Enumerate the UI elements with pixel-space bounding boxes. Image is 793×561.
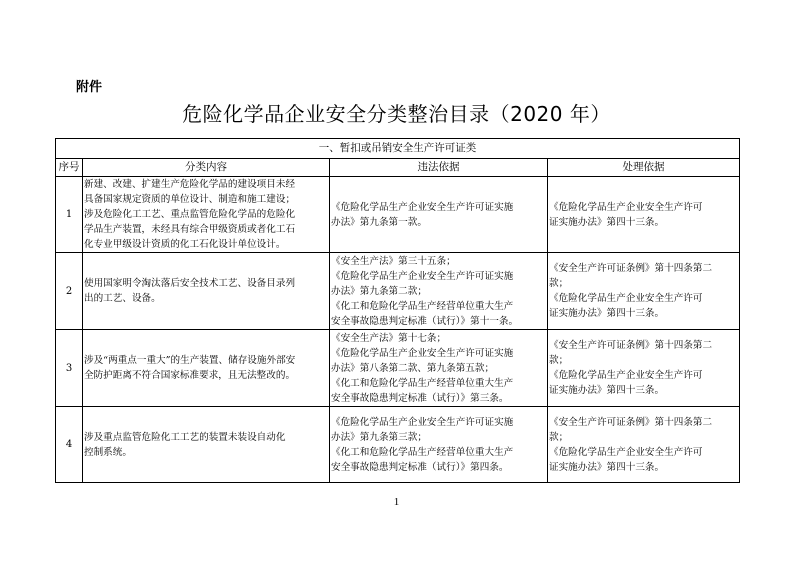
attachment-label: 附件 xyxy=(76,80,103,95)
table-row xyxy=(56,253,740,330)
content-line: 涉及“两重点一重大”的生产装置、储存设施外部安 xyxy=(84,355,296,366)
handling-line: 款； xyxy=(549,431,569,443)
content-line: 涉及危险化工工艺、重点监管危险化学品的危险化 xyxy=(84,209,296,220)
handling-line: 《安全生产许可证条例》第十四条第二 xyxy=(549,263,713,274)
basis-line: 办法》第九条第一款。 xyxy=(331,216,427,228)
column-header-basis: 违法依据 xyxy=(330,159,548,177)
cell-basis xyxy=(330,407,548,483)
column-header-content: 分类内容 xyxy=(83,159,330,177)
row-number: 2 xyxy=(56,253,83,330)
content-line: 控制系统。 xyxy=(84,446,132,458)
cell-basis xyxy=(330,330,548,407)
content-line: 出的工艺、设备。 xyxy=(84,293,161,304)
basis-line: 《安全生产法》第三十五条； xyxy=(331,255,456,267)
handling-line: 《安全生产许可证条例》第十四条第二 xyxy=(549,416,713,428)
basis-line: 安全事故隐患判定标准（试行）》第四条。 xyxy=(331,461,509,473)
content-line: 新建、改建、扩建生产危险化学品的建设项目未经 xyxy=(84,179,296,190)
column-header-handling: 处理依据 xyxy=(548,159,740,177)
handling-line: 《危险化学品生产企业安全生产许可 xyxy=(549,370,703,381)
basis-line: 办法》第八条第二款、第九条第五款； xyxy=(331,362,495,374)
cell-handling xyxy=(548,330,740,407)
basis-line: 安全事故隐患判定标准（试行）》第三条。 xyxy=(331,392,509,404)
content-line: 涉及重点监管危险化工工艺的装置未装设自动化 xyxy=(84,431,286,443)
cell-handling xyxy=(548,253,740,330)
basis-line: 《化工和危险化学品生产经营单位重大生产 xyxy=(331,300,514,312)
handling-line: 款； xyxy=(549,355,569,366)
basis-line: 《安全生产法》第十七条； xyxy=(331,332,447,344)
handling-line: 《危险化学品生产企业安全生产许可 xyxy=(549,446,703,458)
classification-table xyxy=(55,138,740,483)
cell-content xyxy=(83,407,330,483)
handling-line: 款； xyxy=(549,278,569,289)
content-line: 学品生产装置，未经具有综合甲级资质或者化工石 xyxy=(84,224,296,235)
cell-content xyxy=(83,330,330,407)
basis-line: 办法》第九条第二款； xyxy=(331,285,427,297)
cell-content xyxy=(83,177,330,253)
table-row xyxy=(56,177,740,253)
content-line: 具备国家规定资质的单位设计、制造和施工建设； xyxy=(84,194,296,205)
cell-basis xyxy=(330,177,548,253)
basis-line: 安全事故隐患判定标准（试行）》第十一条。 xyxy=(331,315,519,327)
basis-line: 《危险化学品生产企业安全生产许可证实施 xyxy=(331,416,514,428)
page-number: 1 xyxy=(393,496,400,508)
section-title: 一、暂扣或吊销安全生产许可证类 xyxy=(56,139,740,159)
basis-line: 《危险化学品生产企业安全生产许可证实施 xyxy=(331,270,514,282)
cell-handling xyxy=(548,177,740,253)
cell-content xyxy=(83,253,330,330)
handling-line: 证实施办法》第四十三条。 xyxy=(549,308,665,319)
table-row xyxy=(56,407,740,483)
row-number: 3 xyxy=(56,330,83,407)
document-title: 危险化学品企业安全分类整治目录（2020 年） xyxy=(182,102,611,126)
cell-basis xyxy=(330,253,548,330)
content-line: 使用国家明令淘汰落后安全技术工艺、设备目录列 xyxy=(84,278,296,289)
handling-line: 《危险化学品生产企业安全生产许可 xyxy=(549,201,703,213)
handling-line: 《安全生产许可证条例》第十四条第二 xyxy=(549,340,713,351)
basis-line: 《化工和危险化学品生产经营单位重大生产 xyxy=(331,446,514,458)
row-number: 4 xyxy=(56,407,83,483)
cell-handling xyxy=(548,407,740,483)
content-line: 全防护距离不符合国家标准要求，且无法整改的。 xyxy=(84,370,296,381)
basis-line: 办法》第九条第三款； xyxy=(331,431,427,443)
content-line: 化专业甲级设计资质的化工石化设计单位设计。 xyxy=(84,239,286,250)
handling-line: 证实施办法》第四十三条。 xyxy=(549,461,665,473)
row-number: 1 xyxy=(56,177,83,253)
table-row xyxy=(56,330,740,407)
handling-line: 证实施办法》第四十三条。 xyxy=(549,385,665,396)
handling-line: 证实施办法》第四十三条。 xyxy=(549,216,665,228)
handling-line: 《危险化学品生产企业安全生产许可 xyxy=(549,293,703,304)
basis-line: 《危险化学品生产企业安全生产许可证实施 xyxy=(331,201,514,213)
basis-line: 《化工和危险化学品生产经营单位重大生产 xyxy=(331,377,514,389)
basis-line: 《危险化学品生产企业安全生产许可证实施 xyxy=(331,347,514,359)
column-header-number: 序号 xyxy=(56,159,83,177)
